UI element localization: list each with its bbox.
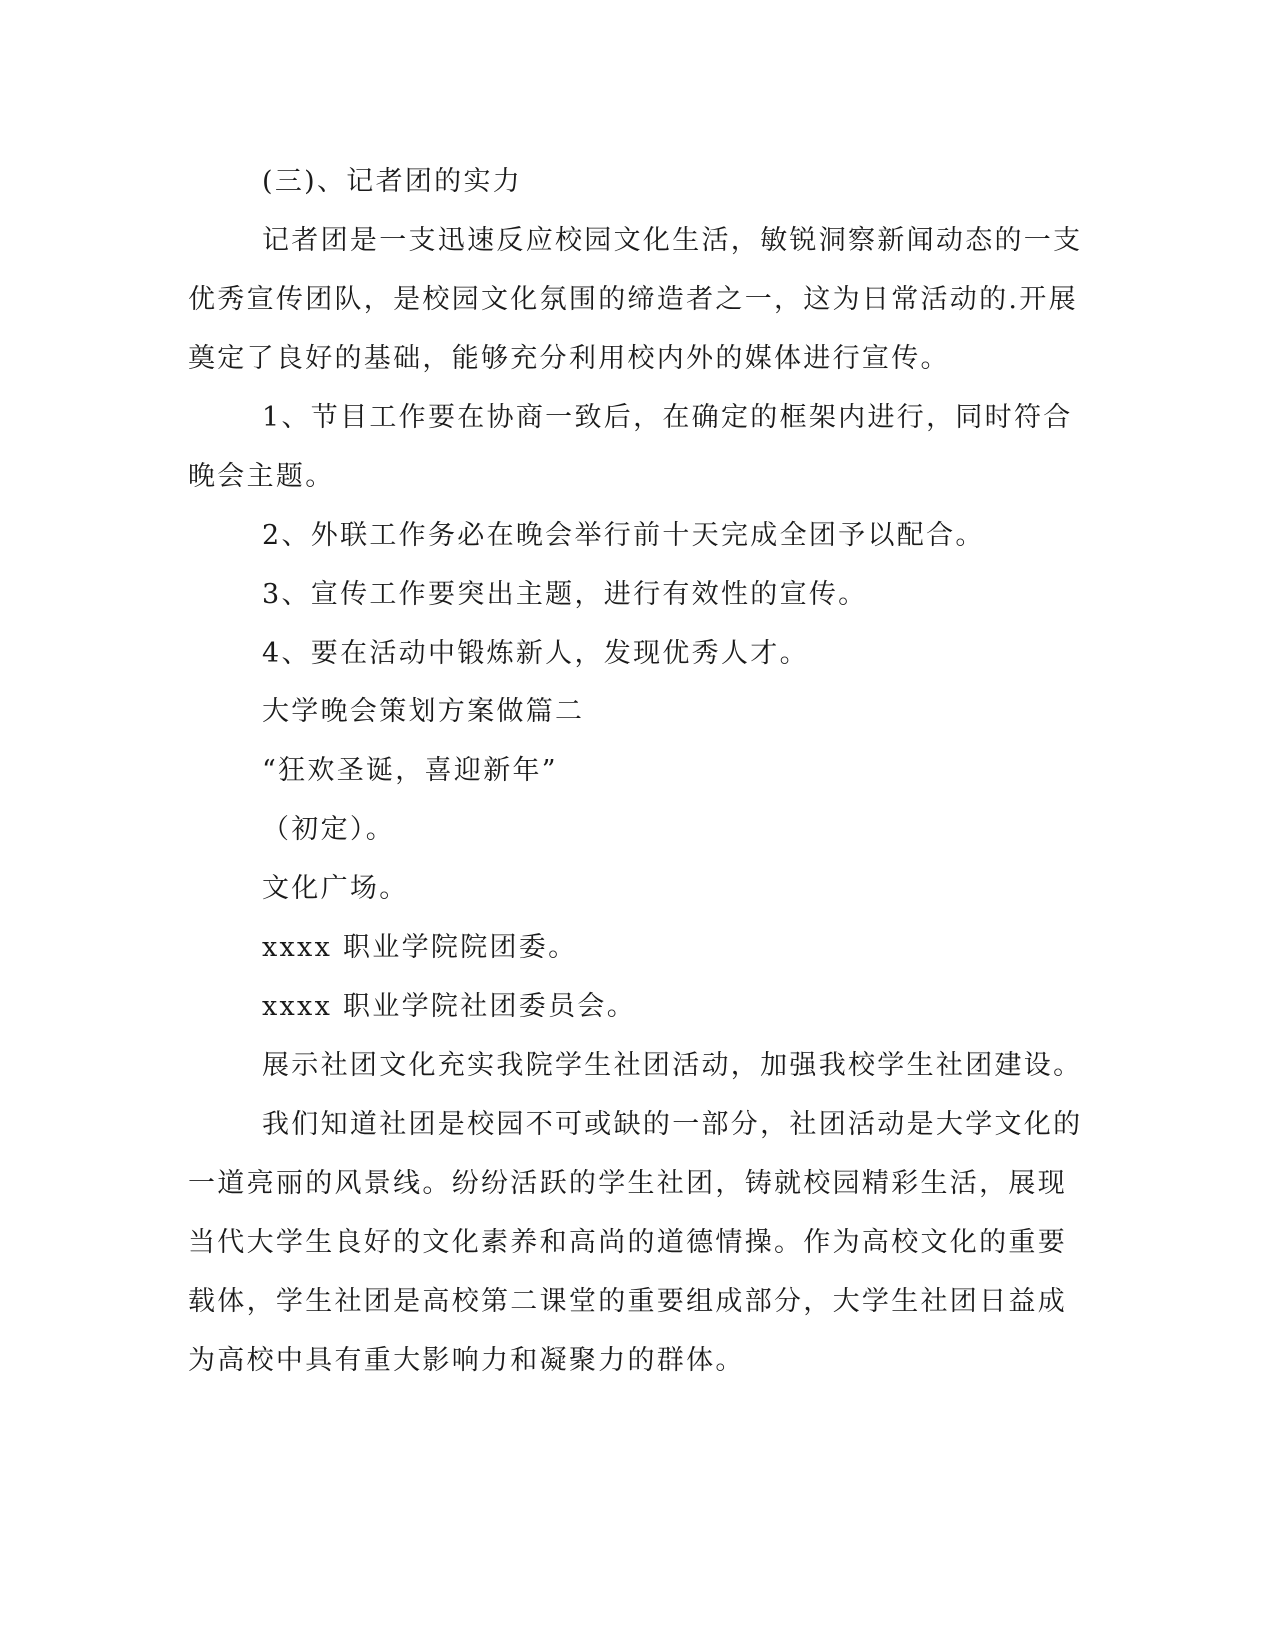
paragraph-2-line-1: 我们知道社团是校园不可或缺的一部分，社团活动是大学文化的 — [262, 1109, 1083, 1140]
event-venue: 文化广场。 — [262, 873, 409, 904]
theme-note: （初定）。 — [262, 814, 395, 845]
list-item-1-line-2: 晚会主题。 — [188, 461, 335, 492]
list-item-1-line-1: 1、节目工作要在协商一致后，在确定的框架内进行，同时符合 — [262, 402, 1073, 433]
list-item-2: 2、外联工作务必在晚会举行前十天完成全团予以配合。 — [262, 520, 985, 551]
paragraph-1-line-1: 记者团是一支迅速反应校园文化生活，敏锐洞察新闻动态的一支 — [262, 225, 1083, 256]
event-purpose: 展示社团文化充实我院学生社团活动，加强我校学生社团建设。 — [262, 1050, 1083, 1081]
event-co-organizer: xxxx 职业学院社团委员会。 — [262, 991, 636, 1022]
event-theme: “狂欢圣诞，喜迎新年” — [262, 755, 558, 786]
section-heading: (三)、记者团的实力 — [262, 166, 523, 197]
event-organizer: xxxx 职业学院院团委。 — [262, 932, 578, 963]
list-item-4: 4、要在活动中锻炼新人，发现优秀人才。 — [262, 638, 809, 669]
list-item-3: 3、宣传工作要突出主题，进行有效性的宣传。 — [262, 579, 868, 610]
paragraph-2-line-4: 载体，学生社团是高校第二课堂的重要组成部分，大学生社团日益成 — [188, 1286, 1067, 1317]
paragraph-2-line-2: 一道亮丽的风景线。纷纷活跃的学生社团，铸就校园精彩生活，展现 — [188, 1168, 1067, 1199]
paragraph-1-line-3: 奠定了良好的基础，能够充分利用校内外的媒体进行宣传。 — [188, 343, 950, 374]
part-two-title: 大学晚会策划方案做篇二 — [262, 696, 585, 727]
paragraph-2-line-3: 当代大学生良好的文化素养和高尚的道德情操。作为高校文化的重要 — [188, 1227, 1067, 1258]
paragraph-1-line-2: 优秀宣传团队，是校园文化氛围的缔造者之一，这为日常活动的.开展 — [188, 284, 1078, 315]
paragraph-2-line-5: 为高校中具有重大影响力和凝聚力的群体。 — [188, 1345, 745, 1376]
